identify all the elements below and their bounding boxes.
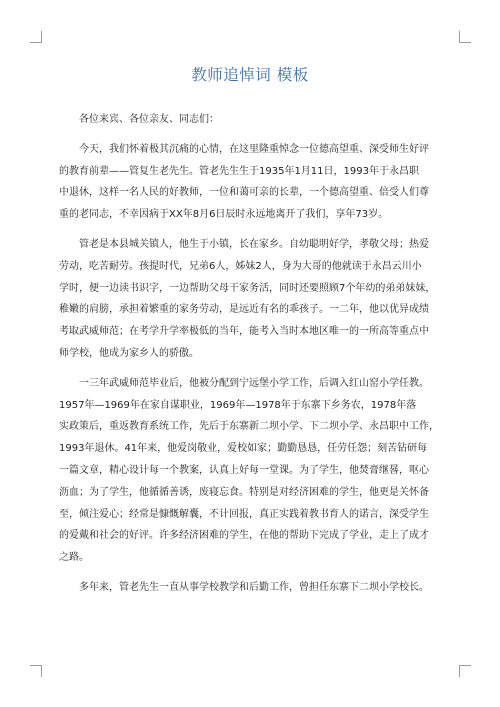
text-line: 各位来宾、各位亲友、同志们： <box>79 114 219 125</box>
text-line: 劳动，吃苦耐劳。孩提时代，兄弟6人，姊妹2人，身为大哥的他就读于永昌云川小 <box>59 260 422 272</box>
crop-mark-top-right <box>459 31 471 43</box>
text-line: 沥血；为了学生，他循循善诱，废寝忘食。特别是对经济困难的学生，他更是关怀备 <box>59 486 429 498</box>
text-line: 稚嫩的肩膀，承担着繁重的家务劳动，是远近有名的乖孩子。一二年，他以优异成绩 <box>59 304 429 316</box>
paragraph-gap <box>59 365 443 373</box>
text-line: 多年来，管老先生一直从事学校教学和后勤工作，曾担任东寨下二坝小学校长。 <box>79 581 429 593</box>
text-line: 管老是本县城关镇人，他生于小镇，长在家乡。自幼聪明好学，孝敬父母；热爱 <box>79 238 429 250</box>
text-line: 实政策后，重返教育系统工作，先后于东寨新二坝小学、下二坝小学、永昌职中工作， <box>59 421 439 433</box>
text-line: 学时，便一边读书识字，一边帮助父母干家务活，同时还要照顾7个年幼的弟弟妹妹， <box>59 282 436 294</box>
document-body <box>59 109 443 599</box>
crop-mark-top-left <box>30 31 42 43</box>
text-line: 中退休，这样一名人民的好教师，一位和蔼可亲的长辈，一个德高望重、倍受人们尊 <box>59 187 429 199</box>
paragraph-gap <box>59 569 443 577</box>
text-line: 1993年退休。41年来，他爱岗敬业，爱校如家；勤勤恳恳，任劳任怨；刻苦钻研每 <box>59 443 428 455</box>
text-line: 之路。 <box>59 552 89 564</box>
text-line: 考取武威师范；在考学升学率极低的当年，能考入当时本地区唯一的一所高等重点中 <box>59 326 429 338</box>
text-line: 一三年武威师范毕业后，他被分配到宁远堡小学工作，后调入红山窑小学任教。 <box>79 377 429 389</box>
text-line: 师学校，他成为家乡人的骄傲。 <box>59 347 199 359</box>
text-line: 今天，我们怀着极其沉痛的心情，在这里隆重悼念一位德高望重、深受师生好评 <box>79 143 429 155</box>
text-line: 一篇文章，精心设计每一个教案，认真上好每一堂课。为了学生，他焚膏继晷，呕心 <box>59 464 429 476</box>
text-line: 1957年—1969年在家自谋职业，1969年—1978年于东寨下乡务农，1978年落 <box>59 399 417 411</box>
crop-mark-bottom-right <box>459 665 471 677</box>
text-line: 重的老同志，不幸因病于XX年8月6日辰时永远地离开了我们，享年73岁。 <box>59 209 389 221</box>
paragraph-gap <box>59 131 443 139</box>
document-title: 教师追悼词 模板 <box>191 66 309 84</box>
crop-mark-bottom-left <box>30 665 42 677</box>
paragraph-gap <box>59 226 443 234</box>
text-line: 的爱戴和社会的好评。许多经济困难的学生，在他的帮助下完成了学业，走上了成才 <box>59 530 429 542</box>
text-line: 的教育前辈——管复生老先生。管老先生生于1935年1月11日，1993年于永昌职 <box>59 165 419 177</box>
text-line: 至，倾注爱心；经常是慷慨解囊，不计回报，真正实践着教书育人的诺言，深受学生 <box>59 508 429 520</box>
